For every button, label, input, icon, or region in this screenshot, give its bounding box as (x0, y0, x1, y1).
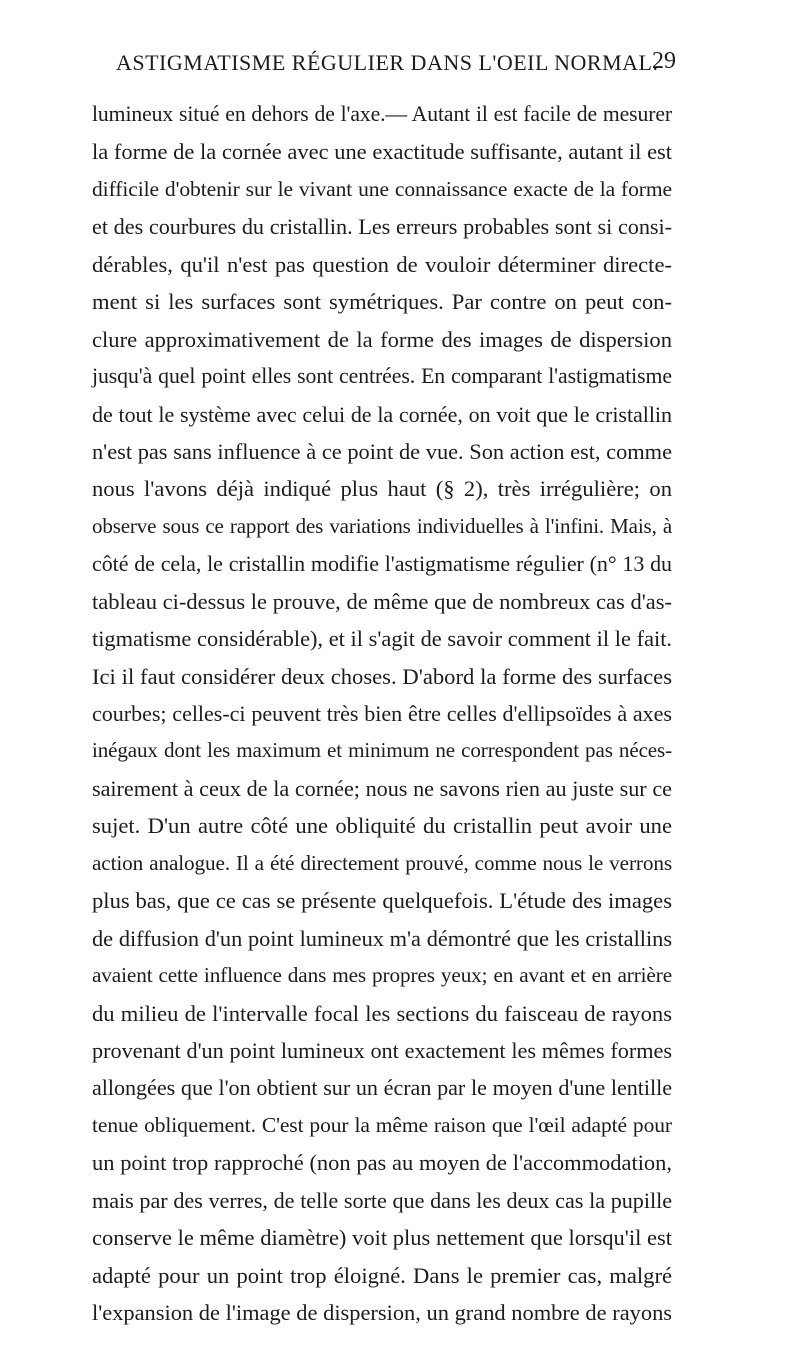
text-line: de diffusion d'un point lumineux m'a démontré que les cristallins (92, 925, 672, 951)
text-line: tenue obliquement. C'est pour la même raison que l'œil adapté pour (92, 1112, 672, 1137)
text-line: avaient cette influence dans mes propres yeux; en avant et en arrière (92, 963, 672, 988)
body-text (92, 96, 672, 1331)
text-line: action analogue. Il a été directement prouvé, comme nous le verrons (92, 850, 672, 875)
text-line: conserve le même diamètre) voit plus nettement que lorsqu'il est (92, 1225, 672, 1251)
text-line: jusqu'à quel point elles sont centrées. En comparant l'astigmatisme (92, 364, 672, 389)
text-line: de tout le système avec celui de la cornée, on voit que le cristallin (92, 401, 672, 427)
text-line: n'est pas sans influence à ce point de vue. Son action est, comme (92, 438, 672, 464)
text-line: Ici il faut considérer deux choses. D'abord la forme des surfaces (92, 663, 672, 689)
text-line: du milieu de l'intervalle focal les sections du faisceau de rayons (92, 1000, 672, 1026)
text-line: ment si les surfaces sont symétriques. Par contre on peut con- (92, 289, 672, 315)
text-line: clure approximativement de la forme des images de dispersion (92, 326, 672, 352)
running-head: ASTIGMATISME RÉGULIER DANS L'OEIL NORMAL. (116, 50, 659, 75)
text-line: difficile d'obtenir sur le vivant une connaissance exacte de la forme (92, 176, 672, 201)
text-line: inégaux dont les maximum et minimum ne correspondent pas néces- (92, 738, 672, 763)
text-line: côté de cela, le cristallin modifie l'astigmatisme régulier (n° 13 du (92, 551, 672, 577)
text-line: allongées que l'on obtient sur un écran par le moyen d'une lentille (92, 1075, 672, 1101)
text-line: tigmatisme considérable), et il s'agit de savoir comment il le fait. (92, 626, 672, 652)
text-line: un point trop rapproché (non pas au moyen de l'accommodation, (92, 1150, 672, 1176)
text-line: lumineux situé en dehors de l'axe.— Autant il est facile de mesurer (92, 102, 672, 126)
text-line: courbes; celles-ci peuvent très bien être celles d'ellipsoïdes à axes (92, 701, 672, 726)
page-header (116, 50, 676, 86)
text-line: dérables, qu'il n'est pas question de vouloir déterminer directe- (92, 251, 672, 277)
text-line: la forme de la cornée avec une exactitude suffisante, autant il est (92, 139, 672, 165)
text-line: adapté pour un point trop éloigné. Dans le premier cas, malgré (92, 1262, 672, 1288)
text-line: observe sous ce rapport des variations individuelles à l'infini. Mais, à (92, 513, 672, 538)
text-line: sairement à ceux de la cornée; nous ne savons rien au juste sur ce (92, 775, 672, 801)
text-line: plus bas, que ce cas se présente quelquefois. L'étude des images (92, 888, 672, 914)
text-line: mais par des verres, de telle sorte que dans les deux cas la pupille (92, 1187, 672, 1213)
text-line: provenant d'un point lumineux ont exactement les mêmes formes (92, 1037, 672, 1063)
text-line: nous l'avons déjà indiqué plus haut (§ 2), très irrégulière; on (92, 476, 672, 502)
text-line: sujet. D'un autre côté une obliquité du cristallin peut avoir une (92, 813, 672, 839)
text-line: l'expansion de l'image de dispersion, un grand nombre de rayons (92, 1300, 672, 1325)
page-number: 29 (652, 48, 676, 74)
text-line: tableau ci-dessus le prouve, de même que de nombreux cas d'as- (92, 588, 672, 614)
text-line: et des courbures du cristallin. Les erreurs probables sont si consi- (92, 214, 672, 240)
